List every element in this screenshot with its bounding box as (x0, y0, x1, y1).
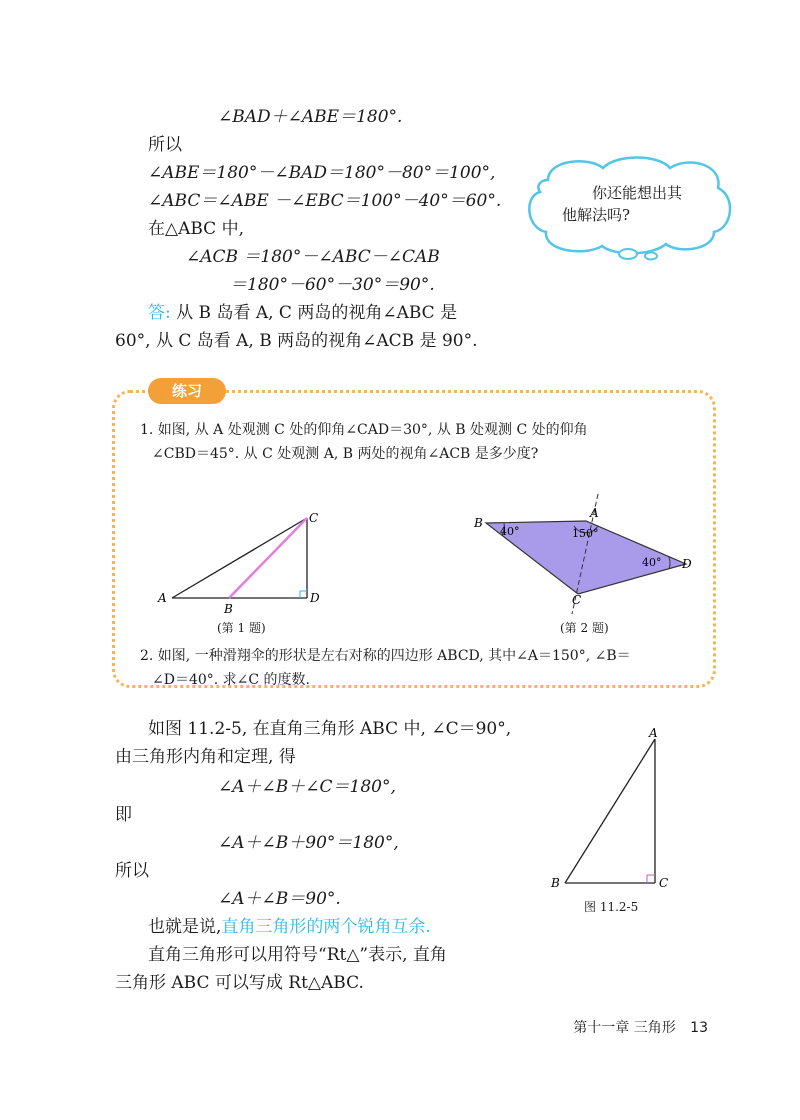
rt-notation-line-2: 三角形 ABC 可以写成 Rt△ABC. (115, 973, 364, 993)
figure-1-caption: (第 1 题) (217, 621, 266, 635)
fig2-label-b: B (474, 516, 483, 530)
question-2-line-1: 2. 如图, 一种滑翔伞的形状是左右对称的四边形 ABCD, 其中∠A＝150°, ∠B＝ (140, 648, 631, 664)
statement-highlight: 直角三角形的两个锐角互余. (221, 917, 431, 937)
equation-abe: ∠ABE＝180°－∠BAD＝180°－80°＝100°, (148, 163, 496, 183)
paragraph-2: 由三角形内角和定理, 得 (115, 747, 296, 767)
exercise-tab: 练习 (148, 378, 226, 404)
statement-line (148, 916, 431, 938)
equation-complement: ∠A＋∠B＝90°. (218, 889, 341, 909)
equation-bad-abe: ∠BAD＋∠ABE＝180°. (218, 107, 403, 127)
equation-acb-result: ＝180°－60°－30°＝90°. (230, 275, 435, 295)
figure-caption: 图 11.2-5 (584, 900, 639, 914)
equation-sum: ∠A＋∠B＋∠C＝180°, (218, 777, 396, 797)
answer-line-1 (148, 302, 457, 324)
answer-text-1: 从 B 岛看 A, C 两岛的视角∠ABC 是 (176, 303, 458, 323)
figure-1-triangle (150, 505, 340, 615)
answer-line-2: 60°, 从 C 岛看 A, B 两岛的视角∠ACB 是 90°. (115, 331, 478, 351)
cloud-line-1: 你还能想出其 (592, 184, 683, 202)
fig-label-a: A (649, 726, 658, 740)
fig-label-b: B (551, 876, 560, 890)
fig2-label-c: C (572, 593, 582, 607)
fig1-label-a: A (158, 591, 167, 605)
text-so-2: 所以 (115, 861, 149, 881)
equation-sum-90: ∠A＋∠B＋90°＝180°, (218, 833, 399, 853)
text-in-triangle: 在△ABC 中, (148, 219, 244, 239)
figure-right-triangle (545, 725, 685, 895)
equation-abc: ∠ABC＝∠ABE －∠EBC＝100°－40°＝60°. (148, 191, 502, 211)
question-2-line-2: ∠D＝40°. 求∠C 的度数. (152, 672, 311, 688)
fig1-label-b: B (224, 602, 233, 615)
fig1-label-c: C (309, 511, 319, 525)
fig2-label-d: D (682, 557, 692, 571)
page-footer (573, 1017, 708, 1037)
cloud-line-2: 他解法吗? (562, 206, 631, 224)
paragraph-1: 如图 11.2-5, 在直角三角形 ABC 中, ∠C＝90°, (148, 719, 512, 739)
chapter-title: 第十一章 三角形 (573, 1020, 676, 1036)
fig-label-c: C (659, 876, 669, 890)
text-ji: 即 (115, 805, 132, 825)
question-1-line-1: 1. 如图, 从 A 处观测 C 处的仰角∠CAD＝30°, 从 B 处观测 C 处的仰角 (140, 422, 588, 438)
figure-2-kite (470, 490, 700, 620)
fig2-angle-a: 150° (572, 527, 599, 540)
rt-notation-line-1: 直角三角形可以用符号“Rt△”表示, 直角 (148, 945, 447, 965)
statement-prefix: 也就是说, (148, 917, 222, 937)
page-number: 13 (690, 1020, 708, 1036)
fig2-label-a: A (590, 506, 599, 520)
fig2-angle-b: 40° (500, 525, 520, 538)
answer-label: 答: (148, 303, 171, 323)
fig2-angle-d: 40° (642, 556, 662, 569)
text-so: 所以 (148, 135, 182, 155)
fig1-label-d: D (310, 591, 320, 605)
question-1-line-2: ∠CBD＝45°. 从 C 处观测 A, B 两处的视角∠ACB 是多少度? (152, 446, 539, 462)
figure-2-caption: (第 2 题) (560, 621, 609, 635)
equation-acb: ∠ACB ＝180°－∠ABC－∠CAB (186, 247, 440, 267)
